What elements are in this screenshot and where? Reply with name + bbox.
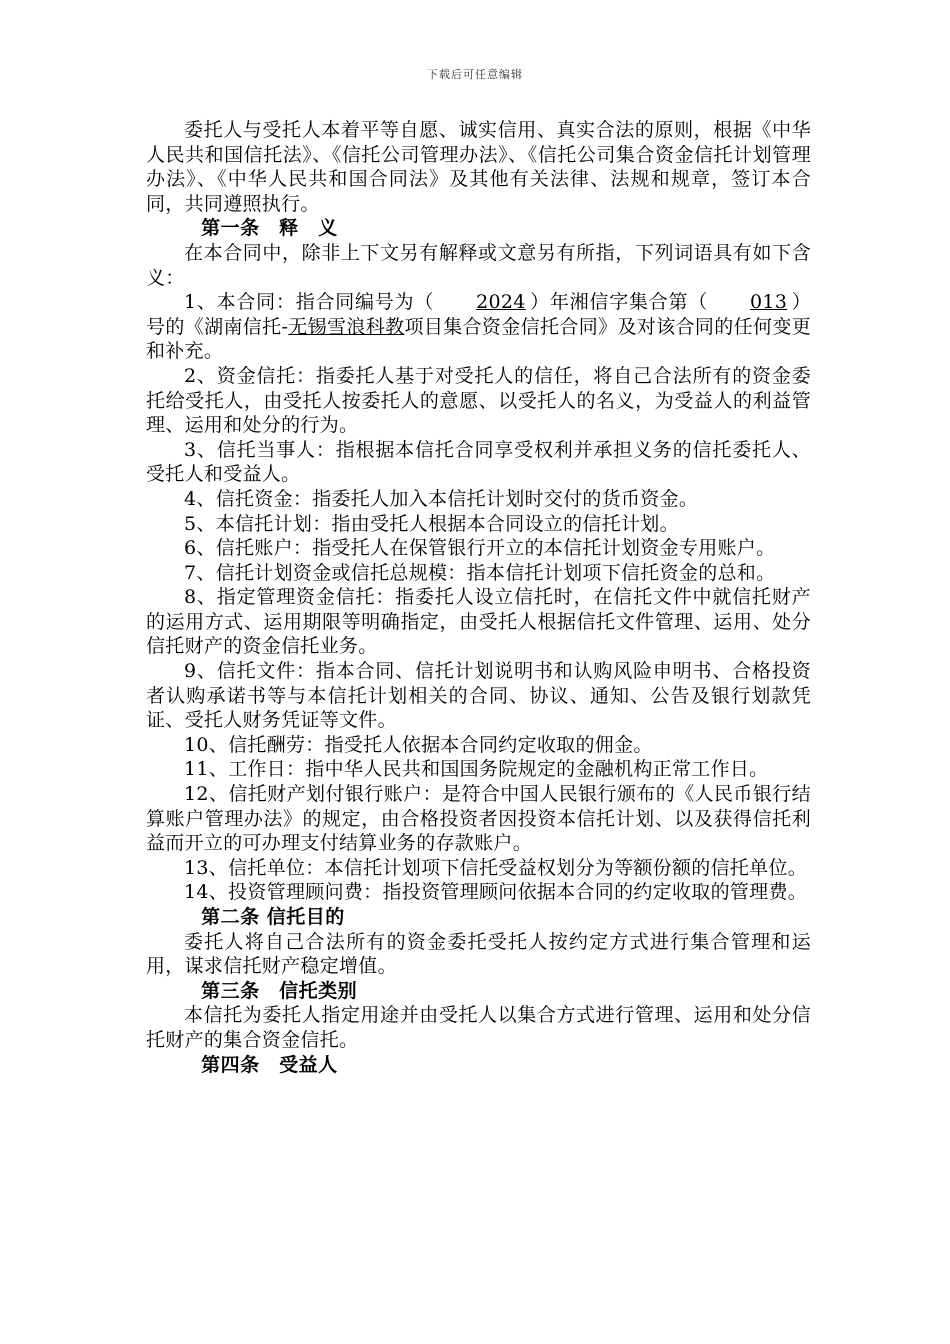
article-1-title: 第一条 释 义 bbox=[201, 217, 338, 240]
article-1-lead: 在本合同中，除非上下文另有解释或文意另有所指，下列词语具有如下含义： bbox=[146, 241, 811, 289]
contract-body bbox=[146, 118, 811, 1077]
definition-2: 2、资金信托：指委托人基于对受托人的信任，将自己合法所有的资金委托给受托人，由受托人按委托人的意愿、以受托人的名义，为受益人的利益管理、运用和处分的行为。 bbox=[146, 364, 811, 437]
definition-13: 13、信托单位：本信托计划项下信托受益权划分为等额份额的信托单位。 bbox=[184, 856, 808, 879]
definition-9: 9、信托文件：指本合同、信托计划说明书和认购风险申明书、合格投资者认购承诺书等与本信托计划相关的合同、协议、通知、公告及银行划款凭证、受托人财务凭证等文件。 bbox=[146, 660, 811, 732]
contract-number-field: 013 bbox=[750, 291, 788, 314]
definition-1-mid2: ）号的《湖南信托- bbox=[146, 291, 811, 338]
definition-11: 11、工作日：指中华人民共和国国务院规定的金融机构正常工作日。 bbox=[184, 758, 769, 781]
definition-12: 12、信托财产划付银行账户：是符合中国人民银行颁布的《人民币银行结算账户管理办法》的规定，由合格投资者因投资本信托计划、以及获得信托利益而开立的可办理支付结算业务的存款账户。 bbox=[146, 783, 811, 855]
definition-3: 3、信托当事人：指根据本信托合同享受权利并承担义务的信托委托人、受托人和受益人。 bbox=[146, 438, 811, 486]
definition-14: 14、投资管理顾问费：指投资管理顾问依据本合同的约定收取的管理费。 bbox=[184, 881, 808, 904]
article-3-text: 本信托为委托人指定用途并由受托人以集合方式进行管理、运用和处分信托财产的集合资金信托。 bbox=[146, 1004, 811, 1051]
definition-10: 10、信托酬劳：指受托人依据本合同约定收取的佣金。 bbox=[184, 733, 653, 756]
definition-5: 5、本信托计划：指由受托人根据本合同设立的信托计划。 bbox=[184, 512, 679, 535]
definition-1 bbox=[146, 290, 811, 364]
definition-6: 6、信托账户：指受托人在保管银行开立的本信托计划资金专用账户。 bbox=[184, 537, 776, 560]
definition-1-pre: 1、本合同：指合同编号为（ bbox=[184, 291, 435, 314]
article-4-title: 第四条 受益人 bbox=[201, 1053, 338, 1076]
definition-8: 8、指定管理资金信托：指委托人设立信托时，在信托文件中就信托财产的运用方式、运用期限等明确指定，由受托人根据信托文件管理、运用、处分信托财产的资金信托业务。 bbox=[146, 586, 811, 658]
article-3-title: 第三条 信托类别 bbox=[201, 979, 358, 1002]
definition-4: 4、信托资金：指委托人加入本信托计划时交付的货币资金。 bbox=[184, 487, 699, 510]
contract-year-field: 2024 bbox=[476, 291, 526, 314]
intro-paragraph: 委托人与受托人本着平等自愿、诚实信用、真实合法的原则，根据《中华人民共和国信托法》、《信托公司管理办法》、《信托公司集合资金信托计划管理办法》、《中华人民共和国合同法》及其他有关法律、法规和规章，签订本合同，共同遵照执行。 bbox=[146, 119, 811, 215]
article-2-title: 第二条 信托目的 bbox=[201, 906, 345, 928]
definition-1-mid: ）年湘信字集合第（ bbox=[529, 291, 709, 314]
article-2-text: 委托人将自己合法所有的资金委托受托人按约定方式进行集合管理和运用，谋求信托财产稳定增值。 bbox=[146, 930, 811, 978]
definition-7: 7、信托计划资金或信托总规模：指本信托计划项下信托资金的总和。 bbox=[184, 561, 776, 584]
project-name-field: 无锡雪浪科教 bbox=[288, 315, 405, 338]
definition-1-post: 项目集合资金信托合同》及对该合同的任何变更和补充。 bbox=[146, 315, 811, 363]
page-header-note: 下载后可任意编辑 bbox=[427, 68, 523, 81]
